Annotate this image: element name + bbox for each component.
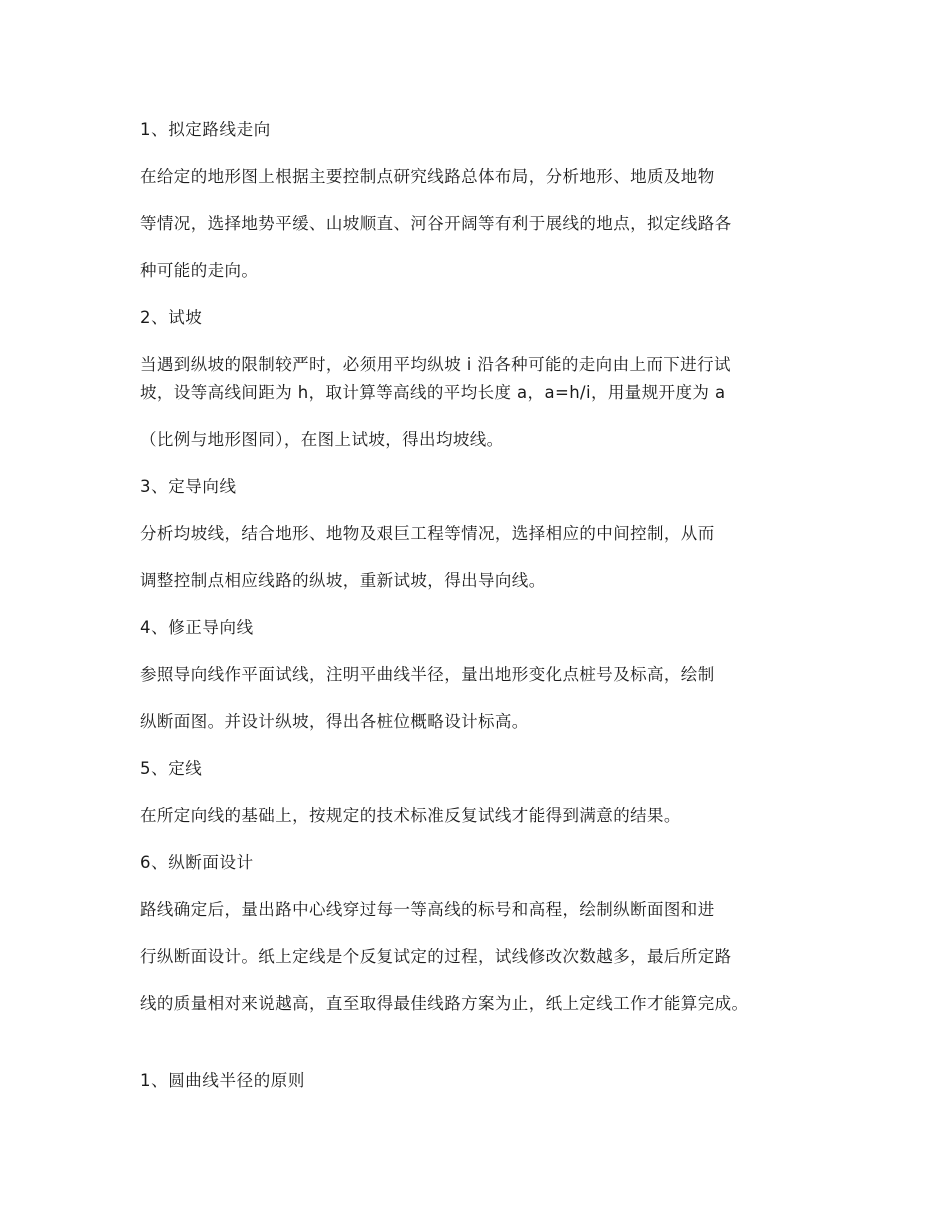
section-heading-route-direction: 1、拟定路线走向 bbox=[140, 120, 271, 139]
paragraph-line: 种可能的走向。 bbox=[140, 261, 259, 280]
section-heading-trial-slope: 2、试坡 bbox=[140, 308, 203, 327]
paragraph-line: 在所定向线的基础上，按规定的技术标准反复试线才能得到满意的结果。 bbox=[140, 806, 681, 825]
paragraph-line: （比例与地形图同），在图上试坡，得出均坡线。 bbox=[140, 430, 504, 449]
section-heading-correct-guide-line: 4、修正导向线 bbox=[140, 618, 254, 637]
paragraph-line: 分析均坡线，结合地形、地物及艰巨工程等情况，选择相应的中间控制，从而 bbox=[140, 524, 715, 543]
paragraph-line: 当遇到纵坡的限制较严时，必须用平均纵坡 i 沿各种可能的走向由上而下进行试 bbox=[140, 355, 731, 374]
paragraph-line: 坡，设等高线间距为 h，取计算等高线的平均长度 a，a=h/i，用量规开度为 a bbox=[140, 383, 726, 402]
paragraph-line: 参照导向线作平面试线，注明平曲线半径，量出地形变化点桩号及标高，绘制 bbox=[140, 665, 715, 684]
section-heading-profile-design: 6、纵断面设计 bbox=[140, 853, 254, 872]
section-heading-guide-line: 3、定导向线 bbox=[140, 477, 237, 496]
paragraph-line: 线的质量相对来说越高，直至取得最佳线路方案为止，纸上定线工作才能算完成。 bbox=[140, 994, 749, 1013]
paragraph-line: 路线确定后，量出路中心线穿过每一等高线的标号和高程，绘制纵断面图和进 bbox=[140, 900, 715, 919]
paragraph-line: 调整控制点相应线路的纵坡，重新试坡，得出导向线。 bbox=[140, 571, 546, 590]
paragraph-line: 纵断面图。并设计纵坡，得出各桩位概略设计标高。 bbox=[140, 712, 529, 731]
paragraph-line: 等情况，选择地势平缓、山坡顺直、河谷开阔等有利于展线的地点，拟定线路各 bbox=[140, 214, 732, 233]
paragraph-line: 行纵断面设计。纸上定线是个反复试定的过程，试线修改次数越多，最后所定路 bbox=[140, 947, 732, 966]
paragraph-line: 在给定的地形图上根据主要控制点研究线路总体布局，分析地形、地质及地物 bbox=[140, 167, 715, 186]
section-heading-curve-radius: 1、圆曲线半径的原则 bbox=[140, 1071, 305, 1090]
section-heading-fix-line: 5、定线 bbox=[140, 759, 203, 778]
